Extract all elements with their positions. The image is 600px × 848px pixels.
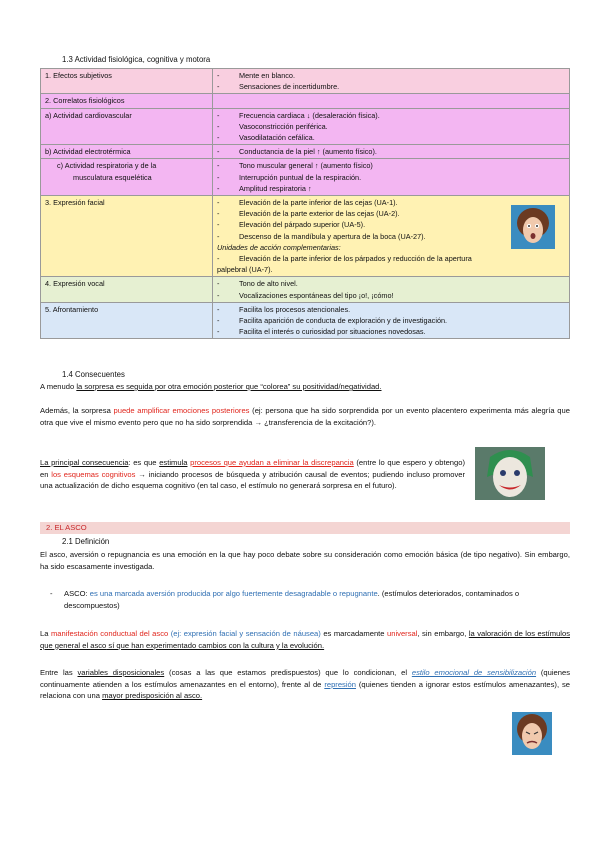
table-row: [41, 277, 570, 302]
paragraph-definition: El asco, aversión o repugnancia es una emoción en la que hay poco debate sobre su consideración como emoción básica (de tipo negativo). Sin embargo, ha sido escasamente investigada.: [40, 550, 570, 571]
section-heading-2-1: 2.1 Definición: [62, 537, 110, 546]
list-item: Interrupción puntual de la respiración.: [239, 172, 362, 182]
row-label: 5. Afrontamiento: [41, 302, 213, 339]
paragraph-amplify: Además, la sorpresa puede amplificar emociones posteriores (ej: persona que ha sido sorprendida por un evento placentero experimenta más alegría que otra que vive el mismo evento pero que no ha sido sorprendida → ¿transferencia de la excitación?).: [40, 406, 570, 427]
section-heading-1-4: 1.4 Consecuentes: [62, 370, 125, 379]
list-item: Elevación de la parte inferior de los párpados y reducción de la apertura: [239, 254, 472, 264]
list-item: Facilita aparición de conducta de exploración y de investigación.: [239, 316, 448, 326]
list-item: Facilita el interés o curiosidad por situaciones novedosas.: [239, 327, 426, 337]
list-item: Vasodilatación cefálica.: [239, 133, 315, 143]
list-item: Elevación de la parte exterior de las cejas (UA-2).: [239, 209, 400, 219]
list-item: Vocalizaciones espontáneas del tipo ¡o!, ¡cómo!: [239, 290, 394, 300]
row-label: 2. Correlatos fisiológicos: [41, 94, 213, 108]
row-content: - Conductancia de la piel ↑ (aumento físico).: [213, 145, 570, 159]
row-content: - Frecuencia cardiaca ↓ (desaleración física). - Vasoconstricción periférica. - Vasodilatación cefálica.: [213, 108, 570, 145]
row-content: - Tono de alto nivel. - Vocalizaciones espontáneas del tipo ¡o!, ¡cómo!: [213, 277, 570, 302]
row-label: c) Actividad respiratoria y de la musculatura esquelética: [41, 159, 213, 196]
complementary-units-label: Unidades de acción complementarias:: [217, 242, 341, 252]
row-label: 1. Efectos subjetivos: [41, 69, 213, 94]
section-heading-2: 2. EL ASCO: [40, 522, 570, 534]
list-item: Conductancia de la piel ↑ (aumento físico).: [239, 147, 377, 157]
paragraph-manifestation: La manifestación conductual del asco (ej: expresión facial y sensación de náusea) es marcadamente universal, sin embargo, la valoración de los estímulos que general el asco sí que han experimentado cambios con la cultura y la evolución.: [40, 629, 570, 650]
physiology-table: [40, 68, 570, 339]
row-content: - Facilita los procesos atencionales. - Facilita aparición de conducta de exploración y de investigación. - Facilita el interés o curiosidad por situaciones novedosas.: [213, 302, 570, 339]
section-heading-1-3: 1.3 Actividad fisiológica, cognitiva y motora: [62, 55, 211, 64]
row-label: b) Actividad electrotérmica: [41, 145, 213, 159]
row-content: - Mente en blanco. - Sensaciones de incertidumbre.: [213, 69, 570, 94]
list-item: Descenso de la mandíbula y apertura de la boca (UA-27).: [239, 231, 426, 241]
paragraph-dispositional: Entre las variables disposicionales (cosas a las que estamos predispuestos) que lo condicionan, el estilo emocional de sensibilización (quienes continuamente atienden a los estímulos amenazantes en el entorno), frente al de represión (quienes tienden a ignorar estos estímulos amenazantes), se relaciona con una mayor predisposición al asco.: [40, 668, 571, 701]
list-item: Tono muscular general ↑ (aumento físico): [239, 161, 373, 171]
list-item: Facilita los procesos atencionales.: [239, 304, 351, 314]
table-row: [41, 69, 570, 94]
list-item-continuation: palpebral (UA-7).: [217, 265, 273, 275]
list-item: Amplitud respiratoria ↑: [239, 183, 312, 193]
row-label: a) Actividad cardiovascular: [41, 108, 213, 145]
table-row: [41, 159, 570, 196]
row-content: - Tono muscular general ↑ (aumento físico) - Interrupción puntual de la respiración. - Amplitud respiratoria ↑: [213, 159, 570, 196]
table-row: [41, 94, 570, 108]
table-row: [41, 108, 570, 145]
list-item: Tono de alto nivel.: [239, 279, 298, 289]
row-content: - Elevación de la parte inferior de las cejas (UA-1). - Elevación de la parte exterior de las cejas (UA-2). - Elevación del párpado superior (UA-5). - Descenso de la mandíbula y apertura de la boca (UA-27). Unidades de acción complementarias: - Elevación de la parte inferior de los párpados y reducción de la apertura palpebral (UA-7).: [213, 196, 570, 277]
list-item: Elevación del párpado superior (UA-5).: [239, 220, 366, 230]
list-item: Frecuencia cardiaca ↓ (desaleración física).: [239, 110, 380, 120]
list-item: Sensaciones de incertidumbre.: [239, 82, 340, 92]
table-row: [41, 302, 570, 339]
surprised-face-photo: [511, 205, 555, 249]
list-item: Elevación de la parte inferior de las cejas (UA-1).: [239, 198, 398, 208]
list-item: Mente en blanco.: [239, 71, 295, 80]
joker-face-photo: [475, 447, 545, 500]
disgusted-face-photo: [512, 712, 552, 755]
bullet-asco: - ASCO: es una marcada aversión producida por algo fuertemente desagradable o repugnante. (estímulos deteriorados, contaminados o descompuestos): [50, 589, 520, 610]
paragraph-main-consequence: La principal consecuencia: es que estimula procesos que ayudan a eliminar la discrepancia (entre lo que espero y obtengo) en los esquemas cognitivos → iniciando procesos de búsqueda y atribución causal de eventos; pudiendo incluso promover una actualización de dicho esquema cognitivo (en tal caso, el estímulo no generará sorpresa en el futuro).: [40, 458, 466, 491]
table-row: [41, 145, 570, 159]
table-row: [41, 196, 570, 277]
paragraph-sequence: A menudo la sorpresa es seguida por otra emoción posterior que “colorea” su positividad/negatividad.: [40, 382, 382, 391]
list-item: Vasoconstricción periférica.: [239, 121, 328, 131]
row-label: 3. Expresión facial: [41, 196, 213, 277]
row-label: 4. Expresión vocal: [41, 277, 213, 302]
